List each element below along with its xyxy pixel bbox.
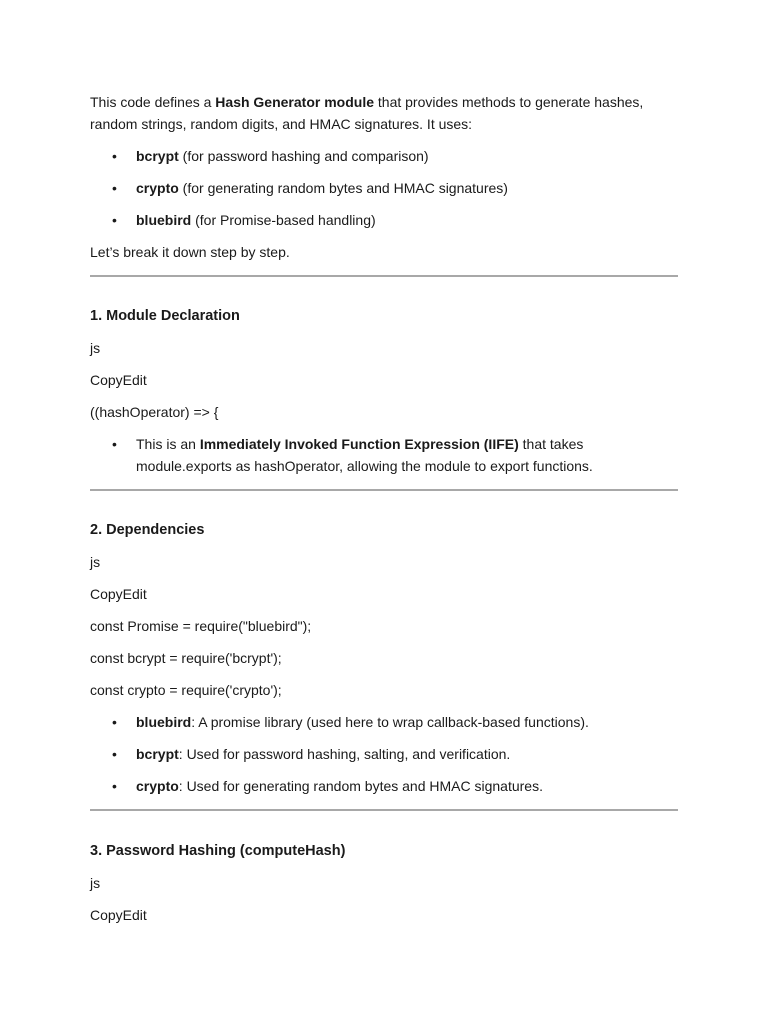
bullet-icon: • bbox=[112, 148, 117, 164]
list-item-text bbox=[136, 433, 678, 477]
intro-paragraph bbox=[90, 91, 678, 135]
code-line: const bcrypt = require('bcrypt'); bbox=[90, 650, 282, 666]
intro-text-a: This code defines a bbox=[90, 94, 216, 110]
code-language-label: js bbox=[90, 554, 101, 570]
bullet-icon: • bbox=[112, 778, 117, 794]
list-item-term: Immediately Invoked Function Expression (IIFE) bbox=[199, 436, 519, 452]
list-item-term: bcrypt bbox=[136, 746, 179, 762]
list-item-desc: : Used for password hashing, salting, and verification. bbox=[178, 746, 511, 762]
code-line: ((hashOperator) => { bbox=[90, 404, 219, 420]
intro-bold-term: Hash Generator module bbox=[215, 94, 374, 110]
list-item-text bbox=[136, 775, 678, 797]
section-heading-module-declaration: 1. Module Declaration bbox=[90, 308, 240, 324]
list-item-desc: that takes module.exports as hashOperator, allowing the module to export functions. bbox=[136, 436, 593, 474]
section-heading-dependencies: 2. Dependencies bbox=[90, 522, 205, 538]
bullet-icon: • bbox=[112, 746, 117, 762]
list-item-term: crypto bbox=[136, 180, 179, 196]
copy-edit-label: CopyEdit bbox=[90, 586, 147, 602]
list-item-text bbox=[136, 177, 678, 199]
code-language-label: js bbox=[90, 340, 101, 356]
intro-outro: Let’s break it down step by step. bbox=[90, 244, 290, 260]
list-item-desc: (for password hashing and comparison) bbox=[178, 148, 429, 164]
intro-text-c: that provides methods to generate hashes, random strings, random digits, and HMAC signatures. It uses: bbox=[90, 94, 644, 132]
copy-edit-label: CopyEdit bbox=[90, 372, 147, 388]
bullet-icon: • bbox=[112, 212, 117, 228]
list-item-desc: This is an bbox=[136, 436, 200, 452]
bullet-icon: • bbox=[112, 714, 117, 730]
list-item-desc: (for generating random bytes and HMAC signatures) bbox=[178, 180, 508, 196]
list-item-text bbox=[136, 209, 678, 231]
list-item-text bbox=[136, 145, 678, 167]
code-line: const Promise = require("bluebird"); bbox=[90, 618, 312, 634]
list-item-term: bluebird bbox=[136, 212, 192, 228]
list-item-term: bcrypt bbox=[136, 148, 179, 164]
list-item-term: crypto bbox=[136, 778, 179, 794]
divider bbox=[90, 809, 678, 811]
code-language-label: js bbox=[90, 875, 101, 891]
divider bbox=[90, 275, 678, 277]
list-item-text bbox=[136, 711, 678, 733]
code-line: const crypto = require('crypto'); bbox=[90, 682, 282, 698]
bullet-icon: • bbox=[112, 180, 117, 196]
list-item-desc: : Used for generating random bytes and HMAC signatures. bbox=[178, 778, 543, 794]
list-item-term: bluebird bbox=[136, 714, 192, 730]
bullet-icon: • bbox=[112, 436, 117, 452]
divider bbox=[90, 489, 678, 491]
list-item-text bbox=[136, 743, 678, 765]
section-heading-password-hashing: 3. Password Hashing (computeHash) bbox=[90, 843, 346, 859]
list-item-desc: : A promise library (used here to wrap callback-based functions). bbox=[191, 714, 589, 730]
list-item-desc: (for Promise-based handling) bbox=[191, 212, 376, 228]
copy-edit-label: CopyEdit bbox=[90, 907, 147, 923]
